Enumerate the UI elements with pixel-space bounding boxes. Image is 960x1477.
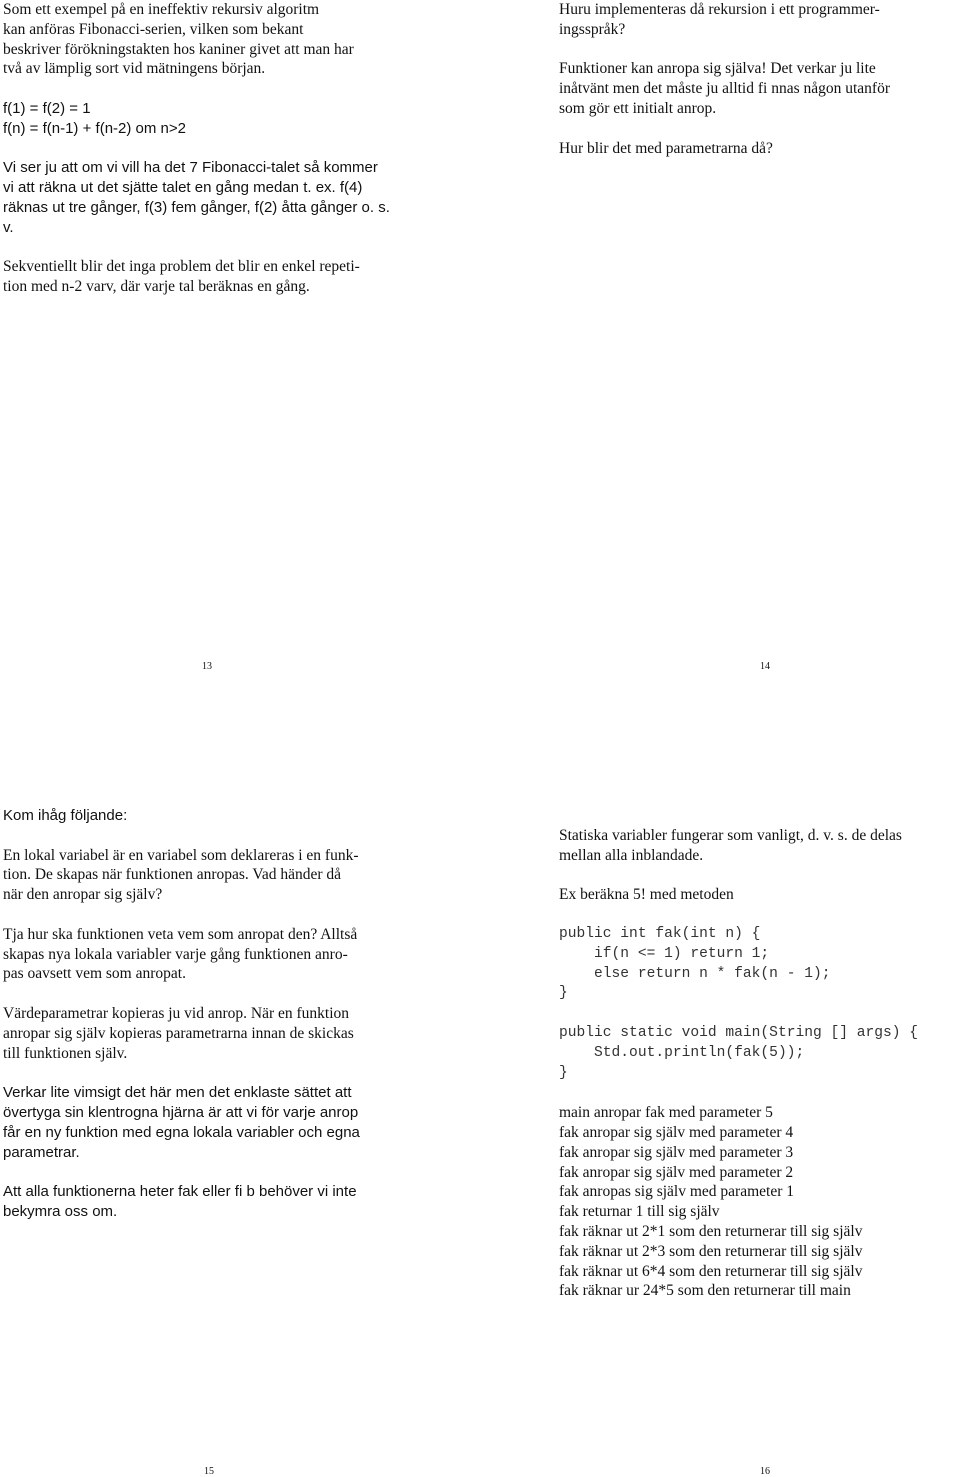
main-method-code: public static void main(String [] args) { Std.out.println(fak(5)); } [559, 1024, 919, 1081]
page-13-example: Vi ser ju att om vi vill ha det 7 Fibonacci-talet så kommer vi att räkna ut det sjätte talet en gång medan t. ex. f(4) räknas ut tre gånger, f(3) fem gånger, f(2) åtta gånger o. s. v. [3, 159, 390, 236]
page-15-column [3, 806, 443, 1242]
page-number-16: 16 [760, 1466, 770, 1477]
page-15-names: Att alla funktionerna heter fak eller fi b behöver vi inte bekymra oss om. [3, 1183, 357, 1220]
page-16-exercise: Ex beräkna 5! med metoden [559, 886, 734, 904]
fak-method-code: public int fak(int n) { if(n <= 1) return 1; else return n * fak(n - 1); } [559, 925, 831, 1002]
page-14-column [559, 0, 959, 178]
page-15-caller: Tja hur ska funktionen veta vem som anropat den? Alltså skapas nya lokala variabler varje gång funktionen anro- pas oavsett vem som anropat. [3, 925, 358, 983]
page-14-question: Huru implementeras då rekursion i ett programmer- ingsspråk? [559, 1, 880, 38]
page-15-local-variable: En lokal variabel är en variabel som deklareras i en funk- tion. De skapas när funktionen anropas. Vad händer då när den anropar sig själv? [3, 846, 359, 904]
page-number-13: 13 [202, 661, 212, 672]
page-15-value-parameters: Värdeparametrar kopieras ju vid anrop. När en funktion anropar sig själv kopieras parametrarna innan de skickas till funktionen själv. [3, 1004, 354, 1062]
page-13-intro: Som ett exempel på en ineffektiv rekursiv algoritm kan anföras Fibonacci-serien, vilken som bekant beskriver förökningstakten hos kaniner givet att man har två av lämplig sort vid mätningens början. [3, 1, 354, 78]
page-13-formula: f(1) = f(2) = 1 f(n) = f(n-1) + f(n-2) om n>2 [3, 99, 186, 137]
page-15-confusing: Verkar lite vimsigt det här men det enklaste sättet att övertyga sin klentrogna hjärna är att vi för varje anrop får en ny funktion med egna lokala variabler och egna parametrar. [3, 1084, 360, 1161]
page-number-14: 14 [760, 661, 770, 672]
page-14-parameters-question: Hur blir det med parametrarna då? [559, 139, 773, 157]
page-14-functions: Funktioner kan anropa sig själva! Det verkar ju lite inåtvänt men det måste ju alltid fi nnas någon utanför som gör ett initialt anrop. [559, 60, 891, 117]
page-number-15: 15 [204, 1466, 214, 1477]
page-16-static-variables: Statiska variabler fungerar som vanligt, d. v. s. de delas mellan alla inblandade. [559, 827, 902, 864]
page-15-remember: Kom ihåg följande: [3, 807, 128, 824]
page-13-column [3, 0, 443, 317]
page-16-trace: main anropar fak med parameter 5 fak anropar sig själv med parameter 4 fak anropar sig själv med parameter 3 fak anropar sig själv med parameter 2 fak anropas sig själv med parameter 1 fak returnar 1 till sig själv fak räknar ut 2*1 som den returnerar till sig själv fak räknar ut 2*3 som den returnerar till sig själv fak räknar ut 6*4 som den returnerar till sig själv fak räknar ur 24*5 som den returnerar till main [559, 1104, 863, 1300]
page-13-sequential: Sekventiellt blir det inga problem det blir en enkel repeti- tion med n-2 varv, där varje tal beräknas en gång. [3, 258, 360, 296]
page-16-column [559, 826, 959, 1321]
